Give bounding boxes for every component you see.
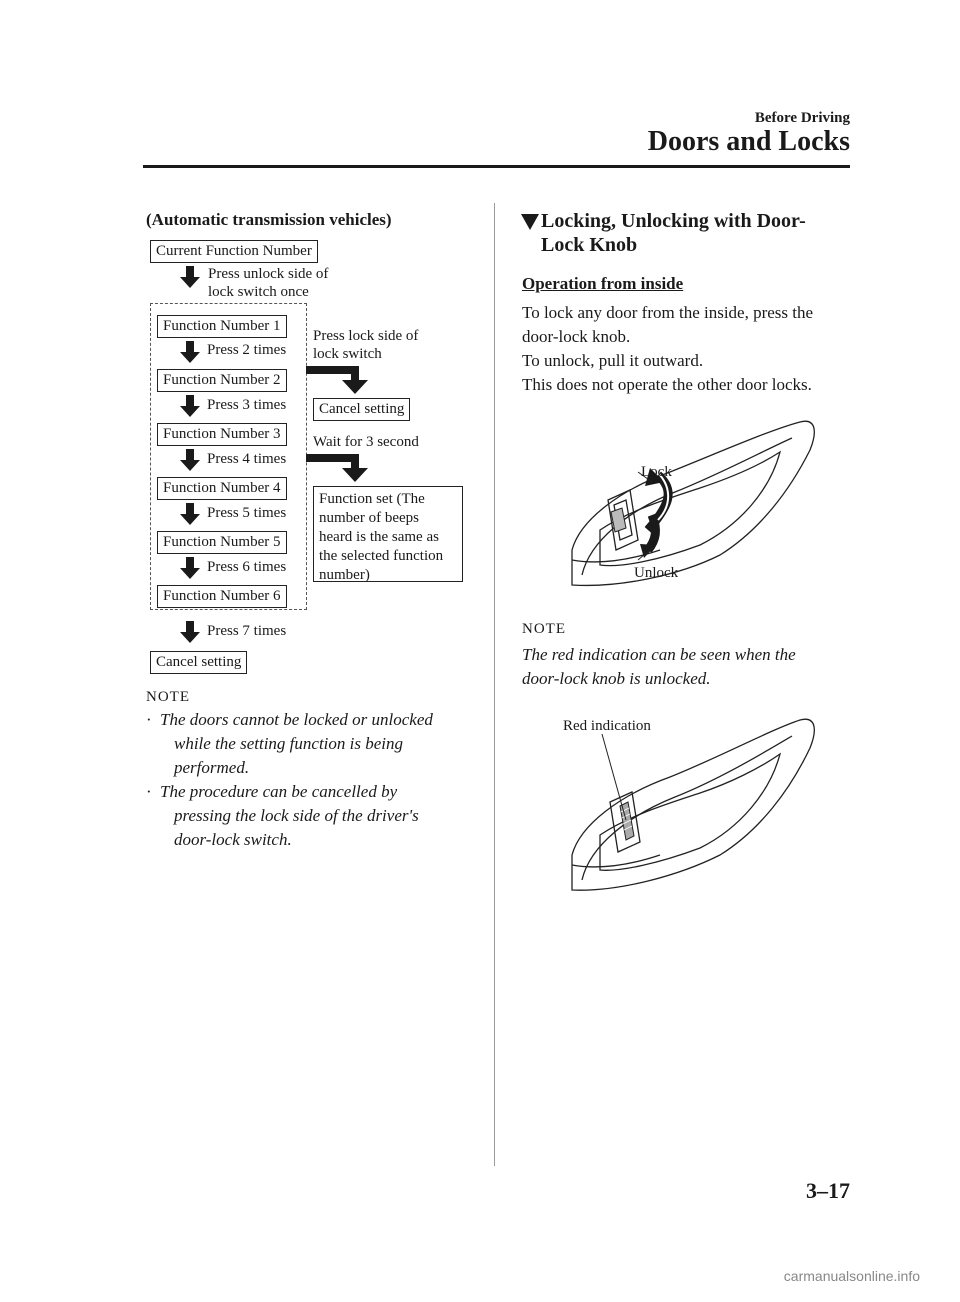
function-set-line: the selected function xyxy=(319,548,444,564)
note-item xyxy=(146,708,481,780)
down-arrow-icon xyxy=(179,503,201,525)
box-function-3: Function Number 3 xyxy=(157,423,287,446)
function-set-line: heard is the same as xyxy=(319,529,439,545)
note-line: The red indication can be seen when the xyxy=(522,645,796,664)
note-line: door-lock knob is unlocked. xyxy=(522,669,711,688)
bullet-icon: · xyxy=(146,782,152,801)
section-heading-line2: Lock Knob xyxy=(541,234,638,256)
label-press-lock-2: lock switch xyxy=(313,346,382,362)
bent-arrow-icon xyxy=(306,366,376,396)
label-press-unlock-2: lock switch once xyxy=(208,284,309,300)
door-lock-knob-illustration xyxy=(560,410,830,610)
watermark: carmanualsonline.info xyxy=(783,1268,920,1284)
note-line: door-lock switch. xyxy=(174,830,292,849)
label-press-6: Press 6 times xyxy=(207,559,287,575)
function-set-line: number of beeps xyxy=(319,510,419,526)
down-arrow-icon xyxy=(179,621,201,643)
box-function-5: Function Number 5 xyxy=(157,531,287,554)
label-press-unlock-1: Press unlock side of xyxy=(208,266,329,282)
label-press-lock-1: Press lock side of xyxy=(313,328,419,344)
page-title: Doors and Locks xyxy=(647,126,850,157)
note-line: while the setting function is being xyxy=(174,734,404,753)
body-line: To lock any door from the inside, press the xyxy=(522,303,814,322)
section-label: Before Driving xyxy=(754,110,850,126)
box-function-set xyxy=(313,486,463,582)
label-press-4: Press 4 times xyxy=(207,451,287,467)
label-press-5: Press 5 times xyxy=(207,505,287,521)
body-line: door-lock knob. xyxy=(522,327,631,346)
red-indication-illustration xyxy=(560,710,830,900)
subheading-inside: Operation from inside xyxy=(522,274,684,293)
down-arrow-icon xyxy=(179,341,201,363)
section-heading-line1: Locking, Unlocking with Door- xyxy=(541,210,806,232)
box-current-function: Current Function Number xyxy=(150,240,318,263)
note-line: The doors cannot be locked or unlocked xyxy=(160,710,433,729)
box-function-2: Function Number 2 xyxy=(157,369,287,392)
label-press-2: Press 2 times xyxy=(207,342,287,358)
note-line: pressing the lock side of the driver's xyxy=(174,806,419,825)
note-item xyxy=(146,780,481,852)
down-arrow-icon xyxy=(179,449,201,471)
label-press-7: Press 7 times xyxy=(207,623,287,639)
body-line: To unlock, pull it outward. xyxy=(522,351,704,370)
label-press-3: Press 3 times xyxy=(207,397,287,413)
body-text xyxy=(522,301,813,397)
box-function-4: Function Number 4 xyxy=(157,477,287,500)
bent-arrow-icon xyxy=(306,454,376,484)
label-red-indication: Red indication xyxy=(563,718,651,734)
label-unlock: Unlock xyxy=(634,565,679,581)
column-divider xyxy=(494,203,495,1166)
note-heading-right: NOTE xyxy=(522,621,566,637)
function-set-line: number) xyxy=(319,567,370,583)
note-line: The procedure can be cancelled by xyxy=(160,782,398,801)
label-wait: Wait for 3 second xyxy=(313,434,419,450)
box-cancel-bottom: Cancel setting xyxy=(150,651,247,674)
header-rule xyxy=(143,165,850,168)
box-function-1: Function Number 1 xyxy=(157,315,287,338)
down-arrow-icon xyxy=(179,266,201,288)
down-arrow-icon xyxy=(179,395,201,417)
box-function-6: Function Number 6 xyxy=(157,585,287,608)
triangle-marker-icon xyxy=(521,214,539,230)
function-set-line: Function set (The xyxy=(319,491,425,507)
box-cancel-right: Cancel setting xyxy=(313,398,410,421)
label-lock: Lock xyxy=(641,464,672,480)
note-list xyxy=(146,708,481,852)
note-right xyxy=(522,643,796,691)
bullet-icon: · xyxy=(146,710,152,729)
note-heading: NOTE xyxy=(146,689,190,705)
body-line: This does not operate the other door locks. xyxy=(522,375,812,394)
subheading: (Automatic transmission vehicles) xyxy=(146,210,392,229)
note-line: performed. xyxy=(174,758,250,777)
down-arrow-icon xyxy=(179,557,201,579)
page-number: 3–17 xyxy=(806,1178,850,1203)
